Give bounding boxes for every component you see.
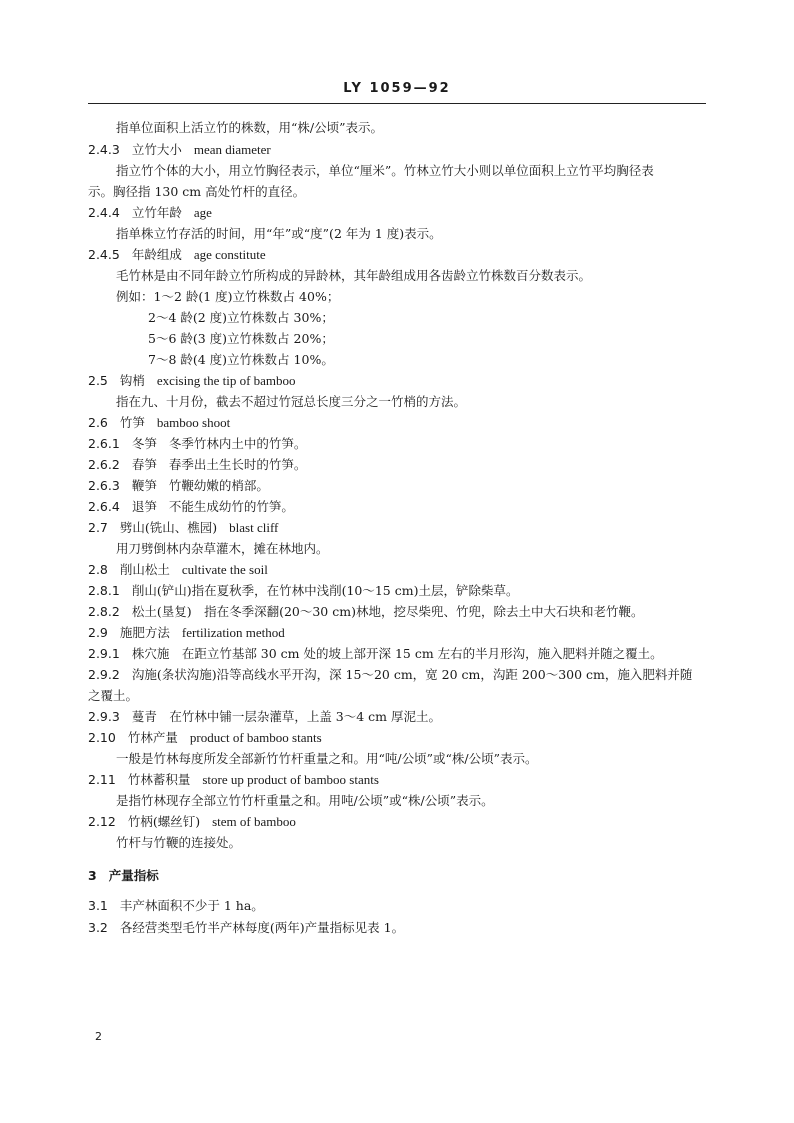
section-number: 2.8.2: [88, 604, 120, 619]
example-line: 7～8 龄(4 度)立竹株数占 10%。: [148, 352, 334, 367]
section-number: 2.9.3: [88, 709, 120, 724]
definition-text: 春季出土生长时的竹笋。: [168, 457, 307, 472]
clause-3-2: [88, 918, 708, 938]
definition-2-9-2: [88, 665, 708, 685]
term-zh: 竹林蓄积量: [127, 772, 191, 787]
term-en: product of bamboo stants: [189, 730, 322, 745]
section-number: 2.6.4: [88, 499, 120, 514]
term-heading-2-4-3: [88, 140, 708, 160]
header-rule: [88, 103, 706, 104]
term-zh: 立竹年龄: [131, 205, 182, 220]
section-number: 2.6.1: [88, 436, 120, 451]
paragraph-line: 指单株立竹存活的时间，用“年”或“度”(2 年为 1 度)表示。: [116, 226, 442, 241]
example-line: 2～4 龄(2 度)立竹株数占 30%；: [148, 310, 334, 325]
definition-2-8-1: [88, 581, 708, 601]
term-en: excising the tip of bamboo: [156, 373, 296, 388]
term-zh: 年龄组成: [131, 247, 182, 262]
section-number: 2.4.3: [88, 142, 120, 157]
definition-text: 松土(垦复) 指在冬季深翻(20～30 cm)林地，挖尽柴兜、竹兜，除去土中大石块和老竹鞭。: [131, 604, 644, 619]
definition-text: 不能生成幼竹的竹笋。: [168, 499, 294, 514]
paragraph-line: 指单位面积上活立竹的株数，用“株/公顷”表示。: [116, 120, 383, 135]
definition-text: 蔓青 在竹林中铺一层杂灌草，上盖 3～4 cm 厚泥土。: [131, 709, 441, 724]
definition-2-9-1: [88, 644, 708, 664]
term-zh: 削山松土: [119, 562, 170, 577]
term-heading-2-4-4: [88, 203, 708, 223]
term-zh: 施肥方法: [119, 625, 170, 640]
section-number: 2.9.2: [88, 667, 120, 682]
section-number: 2.8: [88, 562, 108, 577]
paragraph-line: 用刀劈倒林内杂草灌木，摊在林地内。: [116, 541, 329, 556]
section-number: 2.4.5: [88, 247, 120, 262]
term-zh: 竹林产量: [127, 730, 178, 745]
term-zh: 劈山(铣山、樵园): [119, 520, 218, 535]
definition-2-8-2: [88, 602, 708, 622]
definition-2-6-2: [88, 455, 708, 475]
section-title: 产量指标: [108, 868, 159, 883]
term-en: age constitute: [193, 247, 266, 262]
term-zh: 冬笋: [131, 436, 157, 451]
definition-2-6-4: [88, 497, 708, 517]
term-en: mean diameter: [193, 142, 271, 157]
section-number: 2.11: [88, 772, 116, 787]
term-zh: 竹柄(螺丝钉): [127, 814, 201, 829]
definition-text: 削山(铲山)指在夏秋季，在竹林中浅削(10～15 cm)土层，铲除柴草。: [131, 583, 519, 598]
definition-text: 沟施(条状沟施)沿等高线水平开沟，深 15～20 cm，宽 20 cm，沟距 200～300 cm，施入肥料并随: [131, 667, 693, 682]
section-number: 2.6.3: [88, 478, 120, 493]
clause-text: 各经营类型毛竹半产林每度(两年)产量指标见表 1。: [119, 920, 405, 935]
term-en: cultivate the soil: [181, 562, 268, 577]
definition-2-9-3: [88, 707, 708, 727]
term-heading-2-6: [88, 413, 708, 433]
paragraph-line: 示。胸径指 130 cm 高处竹杆的直径。: [88, 184, 306, 199]
definition-2-6-3: [88, 476, 708, 496]
section-number: 3.1: [88, 898, 108, 913]
section-number: 2.4.4: [88, 205, 120, 220]
paragraph-line: 竹杆与竹鞭的连接处。: [116, 835, 242, 850]
term-en: blast cliff: [229, 520, 279, 535]
paragraph-line: 是指竹林现存全部立竹竹杆重量之和。用吨/公顷”或“株/公顷”表示。: [116, 793, 494, 808]
section-number: 2.7: [88, 520, 108, 535]
term-en: store up product of bamboo stants: [202, 772, 379, 787]
definition-text: 株穴施 在距立竹基部 30 cm 处的坡上部开深 15 cm 左右的半月形沟，施入肥料并随之覆土。: [131, 646, 663, 661]
section-number: 2.10: [88, 730, 116, 745]
term-zh: 鞭笋: [131, 478, 157, 493]
term-en: fertilization method: [181, 625, 285, 640]
term-en: stem of bamboo: [212, 814, 296, 829]
section-number: 2.6: [88, 415, 108, 430]
term-en: bamboo shoot: [156, 415, 231, 430]
section-number: 2.12: [88, 814, 116, 829]
document-code-header: LY 1059—92: [343, 81, 451, 96]
term-zh: 钩梢: [119, 373, 145, 388]
term-en: age: [193, 205, 212, 220]
definition-text: 冬季竹林内土中的竹笋。: [168, 436, 307, 451]
section-number: 3: [88, 868, 97, 883]
term-heading-2-7: [88, 518, 708, 538]
example-line: 例如：1～2 龄(1 度)立竹株数占 40%；: [116, 289, 340, 304]
term-zh: 竹笋: [119, 415, 145, 430]
term-heading-2-4-5: [88, 245, 708, 265]
term-zh: 春笋: [131, 457, 157, 472]
paragraph-line: 一般是竹林每度所发全部新竹竹杆重量之和。用“吨/公顷”或“株/公顷”表示。: [116, 751, 538, 766]
section-number: 2.8.1: [88, 583, 120, 598]
paragraph-line: 毛竹林是由不同年龄立竹所构成的异龄林，其年龄组成用各齿龄立竹株数百分数表示。: [116, 268, 592, 283]
page-number: 2: [95, 1030, 102, 1043]
definition-text: 竹鞭幼嫩的梢部。: [168, 478, 269, 493]
paragraph-line: 之覆土。: [88, 688, 139, 703]
section-number: 2.5: [88, 373, 108, 388]
paragraph-line: 指立竹个体的大小，用立竹胸径表示，单位“厘米”。竹林立竹大小则以单位面积上立竹平均胸径表: [116, 163, 654, 178]
term-heading-2-8: [88, 560, 708, 580]
section-number: 2.9: [88, 625, 108, 640]
definition-2-6-1: [88, 434, 708, 454]
term-zh: 立竹大小: [131, 142, 182, 157]
paragraph-line: 指在九、十月份，截去不超过竹冠总长度三分之一竹梢的方法。: [116, 394, 467, 409]
term-heading-2-9: [88, 623, 708, 643]
example-line: 5～6 龄(3 度)立竹株数占 20%；: [148, 331, 334, 346]
section-number: 2.6.2: [88, 457, 120, 472]
clause-text: 丰产林面积不少于 1 ha。: [119, 898, 264, 913]
term-heading-2-5: [88, 371, 708, 391]
section-number: 2.9.1: [88, 646, 120, 661]
section-heading-3: [88, 866, 708, 886]
section-number: 3.2: [88, 920, 108, 935]
term-heading-2-11: [88, 770, 708, 790]
clause-3-1: [88, 896, 708, 916]
term-heading-2-10: [88, 728, 708, 748]
term-zh: 退笋: [131, 499, 157, 514]
term-heading-2-12: [88, 812, 708, 832]
